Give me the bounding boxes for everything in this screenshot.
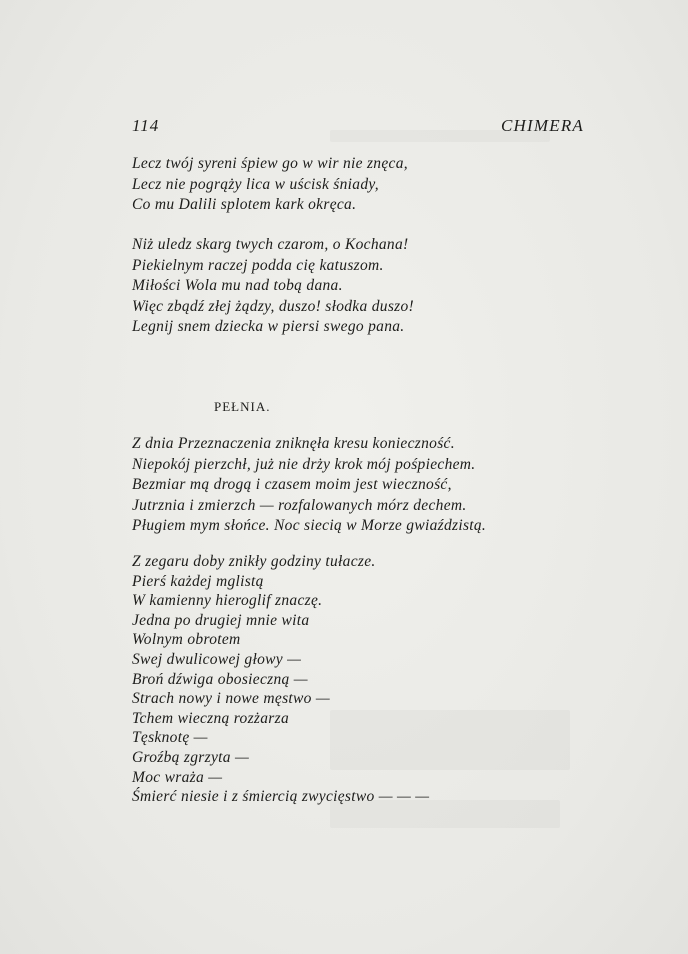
verse-line: Swej dwulicowej głowy — xyxy=(132,650,302,668)
show-through-smudge xyxy=(330,130,550,142)
verse-line: Lecz nie pogrąży lica w uścisk śniady, xyxy=(132,175,379,193)
verse-line: Tchem wieczną rozżarza xyxy=(132,709,290,727)
verse-line: Niepokój pierzchł, już nie drży krok mój pośpiechem. xyxy=(132,455,476,473)
verse-line: Pierś każdej mglistą xyxy=(132,572,264,590)
show-through-smudge xyxy=(330,710,570,770)
verse-line: Jutrznia i zmierzch — rozfalowanych mórz dechem. xyxy=(132,496,467,514)
verse-line: Z dnia Przeznaczenia zniknęła kresu konieczność. xyxy=(132,435,455,452)
verse-line: Lecz twój syreni śpiew go w wir nie znęca, xyxy=(132,155,408,172)
verse-line: Strach nowy i nowe męstwo — xyxy=(132,690,330,708)
verse-line: Z zegaru doby znikły godziny tułacze. xyxy=(132,553,376,570)
verse-line: Więc zbądź złej żądzy, duszo! słodka duszo! xyxy=(132,297,414,315)
verse-line: W kamienny hieroglif znaczę. xyxy=(132,592,323,610)
verse-line: Wolnym obrotem xyxy=(132,631,241,649)
verse-line: Jedna po drugiej mnie wita xyxy=(132,611,310,629)
running-title: CHIMERA xyxy=(501,116,584,135)
section-title: PEŁNIA. xyxy=(214,399,271,414)
verse-line: Legnij snem dziecka w piersi swego pana. xyxy=(132,318,405,335)
show-through-smudge xyxy=(330,800,560,828)
verse-line: Śmierć niesie i z śmiercią zwycięstwo — — — xyxy=(132,788,430,806)
verse-line: Moc wraża — xyxy=(132,768,223,786)
poem-stanza xyxy=(132,434,486,537)
verse-line: Tęsknotę — xyxy=(132,729,208,747)
verse-line: Broń dźwiga obosieczną — xyxy=(132,670,308,688)
poem-stanza xyxy=(132,154,408,216)
verse-line: Bezmiar mą drogą i czasem moim jest wieczność, xyxy=(132,476,452,493)
verse-line: Piekielnym raczej podda cię katuszom. xyxy=(132,256,384,274)
verse-line: Groźbą zgrzyta — xyxy=(132,748,250,766)
verse-line: Co mu Dalili splotem kark okręca. xyxy=(132,196,357,213)
verse-line: Niż uledz skarg twych czarom, o Kochana! xyxy=(132,236,409,253)
verse-line: Miłości Wola mu nad tobą dana. xyxy=(132,277,343,294)
page-number: 114 xyxy=(132,116,160,135)
verse-line: Pługiem mym słońce. Noc siecią w Morze gwiaździstą. xyxy=(132,517,487,534)
poem-stanza xyxy=(132,235,414,338)
